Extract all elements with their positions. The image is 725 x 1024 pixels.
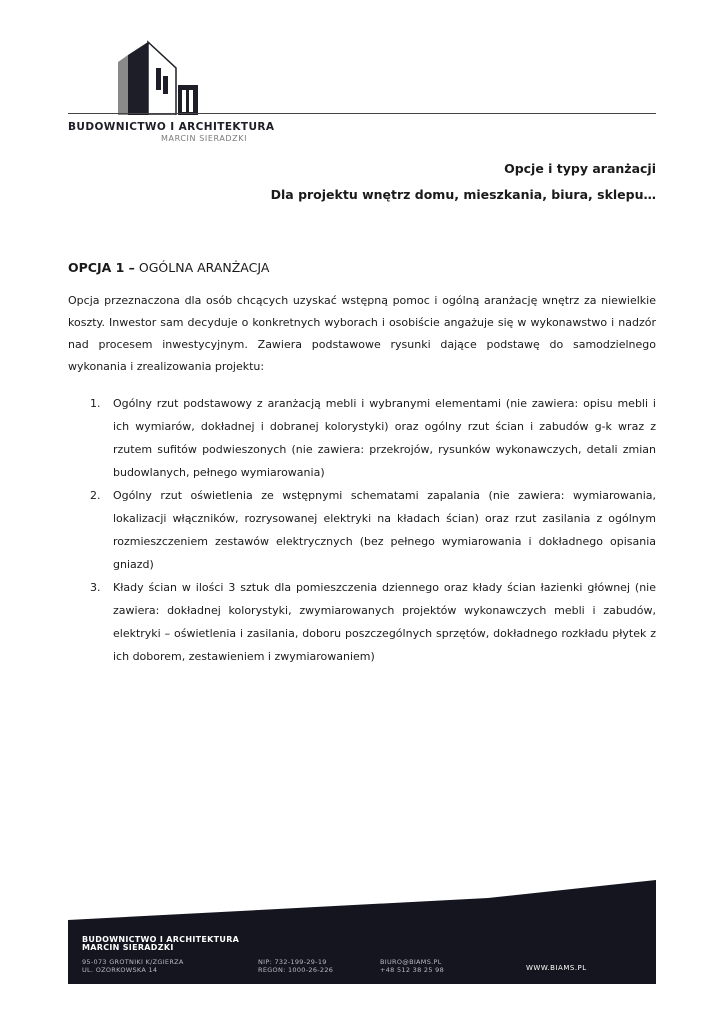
brand-owner: MARCIN SIERADZKI [161,134,248,143]
document-subtitle: Dla projektu wnętrz domu, mieszkania, biura, sklepu… [270,187,656,202]
list-number: 3. [90,581,101,594]
list-text: Ogólny rzut oświetlenia ze wstępnymi schematami zapalania (nie zawiera: wymiarowania, lokalizacji włączników, rozrysowanej elektryki na kładach ścian) oraz rzut zasilania z ogólnym rozmieszczeniem zestawów elektrycznych (bez pełnego wymiarowania i dokładnego opisania gniazd) [113,489,656,571]
intro-paragraph: Opcja przeznaczona dla osób chcących uzyskać wstępną pomoc i ogólną aranżację wnętrz za niewielkie koszty. Inwestor sam decyduje o konkretnych wyborach i osobiście angażuje się w wykonawstwo i nadzór nad procesem inwestycyjnym. Zawiera podstawowe rysunki dające podstawę do samodzielnego wykonania i zrealizowania projektu: [68,294,656,373]
footer-website-link[interactable]: WWW.BIAMS.PL [526,964,587,972]
building-logo-icon [118,40,198,115]
footer-address-line-1: 95-073 GROTNIKI K/ZGIERZA [82,958,184,966]
footer-email[interactable]: BIURO@BIAMS.PL [380,958,442,966]
list-text: Kłady ścian w ilości 3 sztuk dla pomieszczenia dziennego oraz kłady ścian łazienki głównej (nie zawiera: dokładnej kolorystyki, zwymiarowanych projektów wykonawczych mebli i zabudów, elektryki – oświetlenia i zasilania, doboru poszczególnych sprzętów, dokładnego rozkładu płytek z ich doborem, zestawieniem i zwymiarowaniem) [113,581,656,663]
footer-phone[interactable]: +48 512 38 25 98 [380,966,445,974]
option-list [68,392,656,668]
list-item [68,576,656,668]
footer-regon: REGON: 1000-26-226 [258,966,334,974]
section-heading [68,260,269,275]
header-divider [68,113,656,114]
brand-name: BUDOWNICTWO I ARCHITEKTURA [68,121,275,133]
footer-company: BUDOWNICTWO I ARCHITEKTURA [82,935,240,944]
list-number: 2. [90,489,101,502]
list-item [68,392,656,484]
list-item [68,484,656,576]
footer-nip: NIP: 732-199-29-19 [258,958,327,966]
section-label: OPCJA 1 – [68,260,135,275]
company-logo [68,40,275,145]
footer-address-line-2: UL. OZORKOWSKA 14 [82,966,158,974]
list-text: Ogólny rzut podstawowy z aranżacją mebli i wybranymi elementami (nie zawiera: opisu mebli i ich wymiarów, dokładnej i dobranej kolorystyki) oraz ogólny rzut ścian i zabudów g-k wraz z rzutem sufitów podwieszonych (nie zawiera: przekrojów, rysunków wykonawczych, detali zmian budowlanych, pełnego wymiarowania) [113,397,656,479]
page-footer [68,880,656,984]
footer-owner: MARCIN SIERADZKI [82,943,174,952]
document-title: Opcje i typy aranżacji [504,161,656,176]
list-number: 1. [90,397,101,410]
section-name: OGÓLNA ARANŻACJA [134,260,270,275]
